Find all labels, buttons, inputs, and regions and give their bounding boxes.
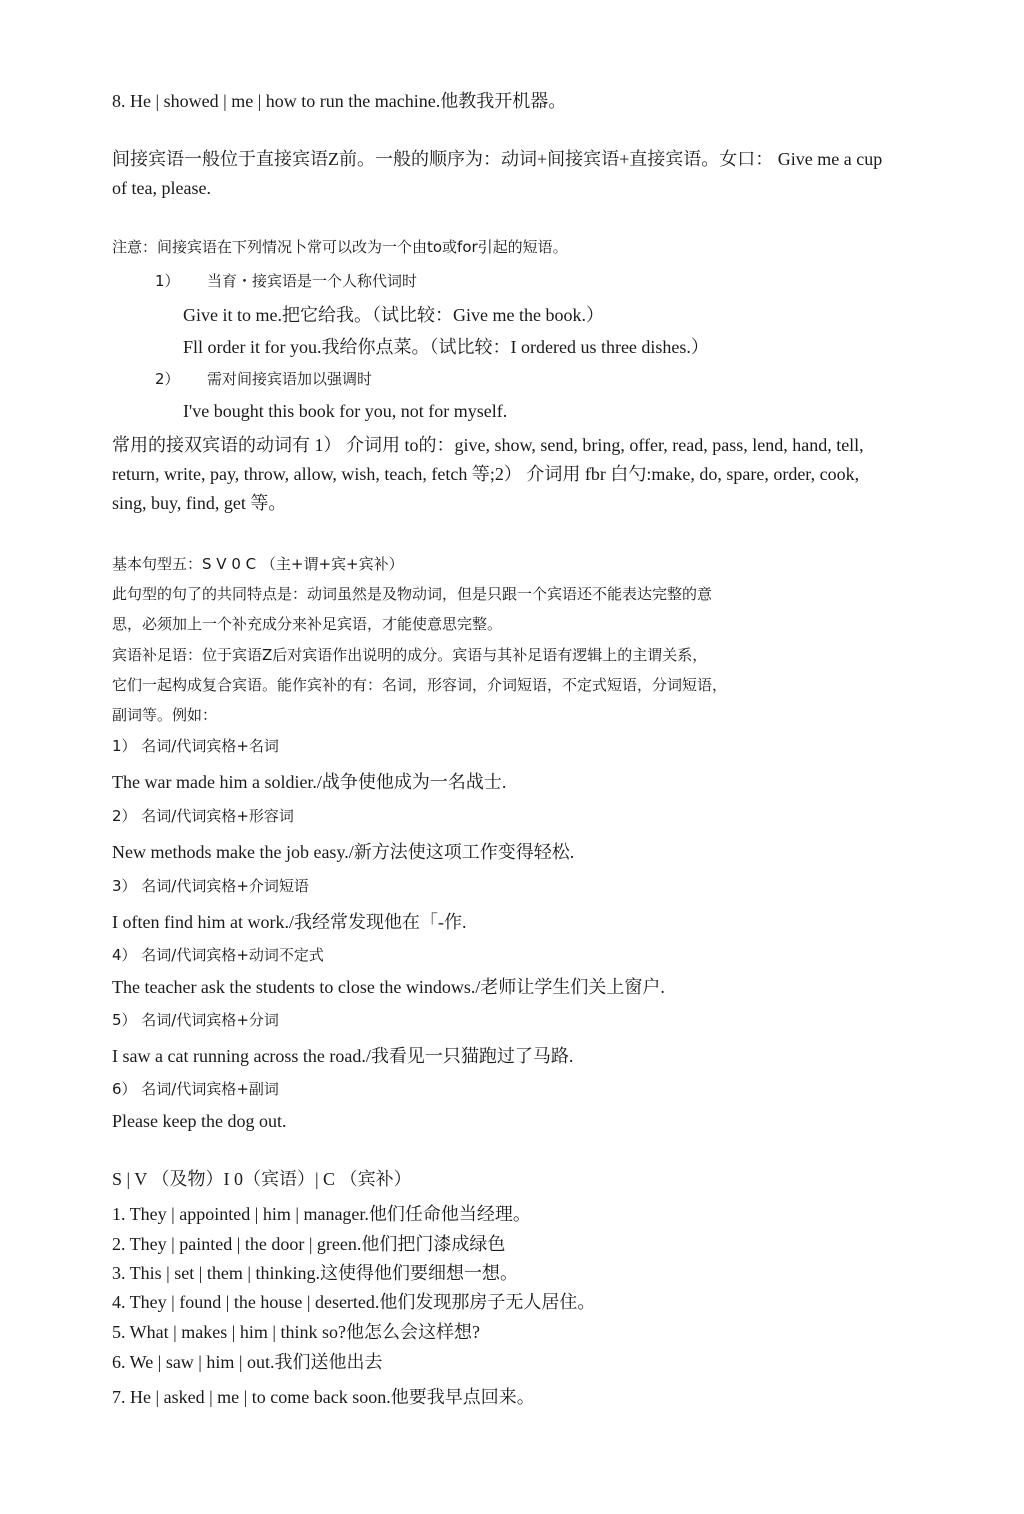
list-number: 1） [155,272,180,290]
example-line: Give it to me.把它给我。（试比较：Give me the book.） [183,305,604,325]
svoc-example: 3. This | set | them | thinking.这使得他们要细想一想。 [112,1263,518,1283]
note-heading: 注意：间接宾语在下列情况卜常可以改为一个由to或for引起的短语。 [112,238,568,256]
example-line: I often find him at work./我经常发现他在「-作. [112,912,467,932]
svoc-example: 4. They | found | the house | deserted.他们发现那房子无人居住。 [112,1292,596,1312]
example-line: Fll order it for you.我给你点菜。（试比较：I ordered us three dishes.） [183,337,709,357]
paragraph-line: 宾语补足语：位于宾语Z后对宾语作出说明的成分。宾语与其补足语有逻辑上的主谓关系， [112,646,708,664]
note-item-1 [155,270,417,292]
double-object-verbs-paragraph: 常用的接双宾语的动词有 1） 介词用 to的：give, show, send, bring, offer, read, pass, lend, hand, tell, return, write, pay, throw, allow, wish, teach, fetch 等;2） 介词用 fbr 白勺:make, do, spare, order, cook, sing, buy, find, get 等。 [112,435,864,513]
svoc-example: 5. What | makes | him | think so?他怎么会这样想? [112,1322,480,1342]
svoc-example: 2. They | painted | the door | green.他们把门漆成绿色 [112,1234,506,1254]
list-number: 2） [155,370,180,388]
example-line: I've bought this book for you, not for myself. [183,401,508,421]
indirect-object-paragraph: 间接宾语一般位于直接宾语Z前。一般的顺序为：动词+间接宾语+直接宾语。女口： Give me a cup of tea, please. [112,149,883,198]
pattern-item: 4） 名词/代词宾格+动词不定式 [112,946,324,964]
section-heading-pattern-5: 基本句型五：S V 0 C （主+谓+宾+宾补） [112,555,404,573]
svoc-example: 1. They | appointed | him | manager.他们任命他当经理。 [112,1204,531,1224]
paragraph-line: 它们一起构成复合宾语。能作宾补的有：名词，形容词，介词短语，不定式短语，分词短语， [112,676,728,694]
svoc-structure-heading: S | V （及物）I 0（宾语）| C （宾补） [112,1169,412,1189]
example-line: I saw a cat running across the road./我看见一只猫跑过了马路. [112,1046,574,1066]
pattern-item: 2） 名词/代词宾格+形容词 [112,807,294,825]
svoc-example: 7. He | asked | me | to come back soon.他要我早点回来。 [112,1387,535,1407]
note-item-2-text: 需对间接宾语加以强调时 [207,370,373,388]
note-item-2 [155,368,372,390]
pattern-item: 1） 名词/代词宾格+名词 [112,737,279,755]
example-line: Please keep the dog out. [112,1111,287,1131]
pattern-item: 5） 名词/代词宾格+分词 [112,1011,279,1029]
example-8: 8. He | showed | me | how to run the machine.他教我开机器。 [112,91,567,111]
note-item-1-text: 当育・接宾语是一个人称代词时 [207,272,418,290]
example-line: The war made him a soldier./战争使他成为一名战士. [112,772,507,792]
pattern-item: 6） 名词/代词宾格+副词 [112,1080,279,1098]
paragraph-line: 此句型的句了的共同特点是：动词虽然是及物动词，但是只跟一个宾语还不能表达完整的意 [112,585,713,603]
paragraph-line: 副词等。例如： [112,706,218,724]
paragraph-line: 思，必须加上一个补充成分来补足宾语，才能使意思完整。 [112,615,503,633]
svoc-example: 6. We | saw | him | out.我们送他出去 [112,1352,383,1372]
pattern-item: 3） 名词/代词宾格+介词短语 [112,877,309,895]
example-line: New methods make the job easy./新方法使这项工作变得轻松. [112,842,575,862]
example-line: The teacher ask the students to close the windows./老师让学生们关上窗户. [112,977,665,997]
